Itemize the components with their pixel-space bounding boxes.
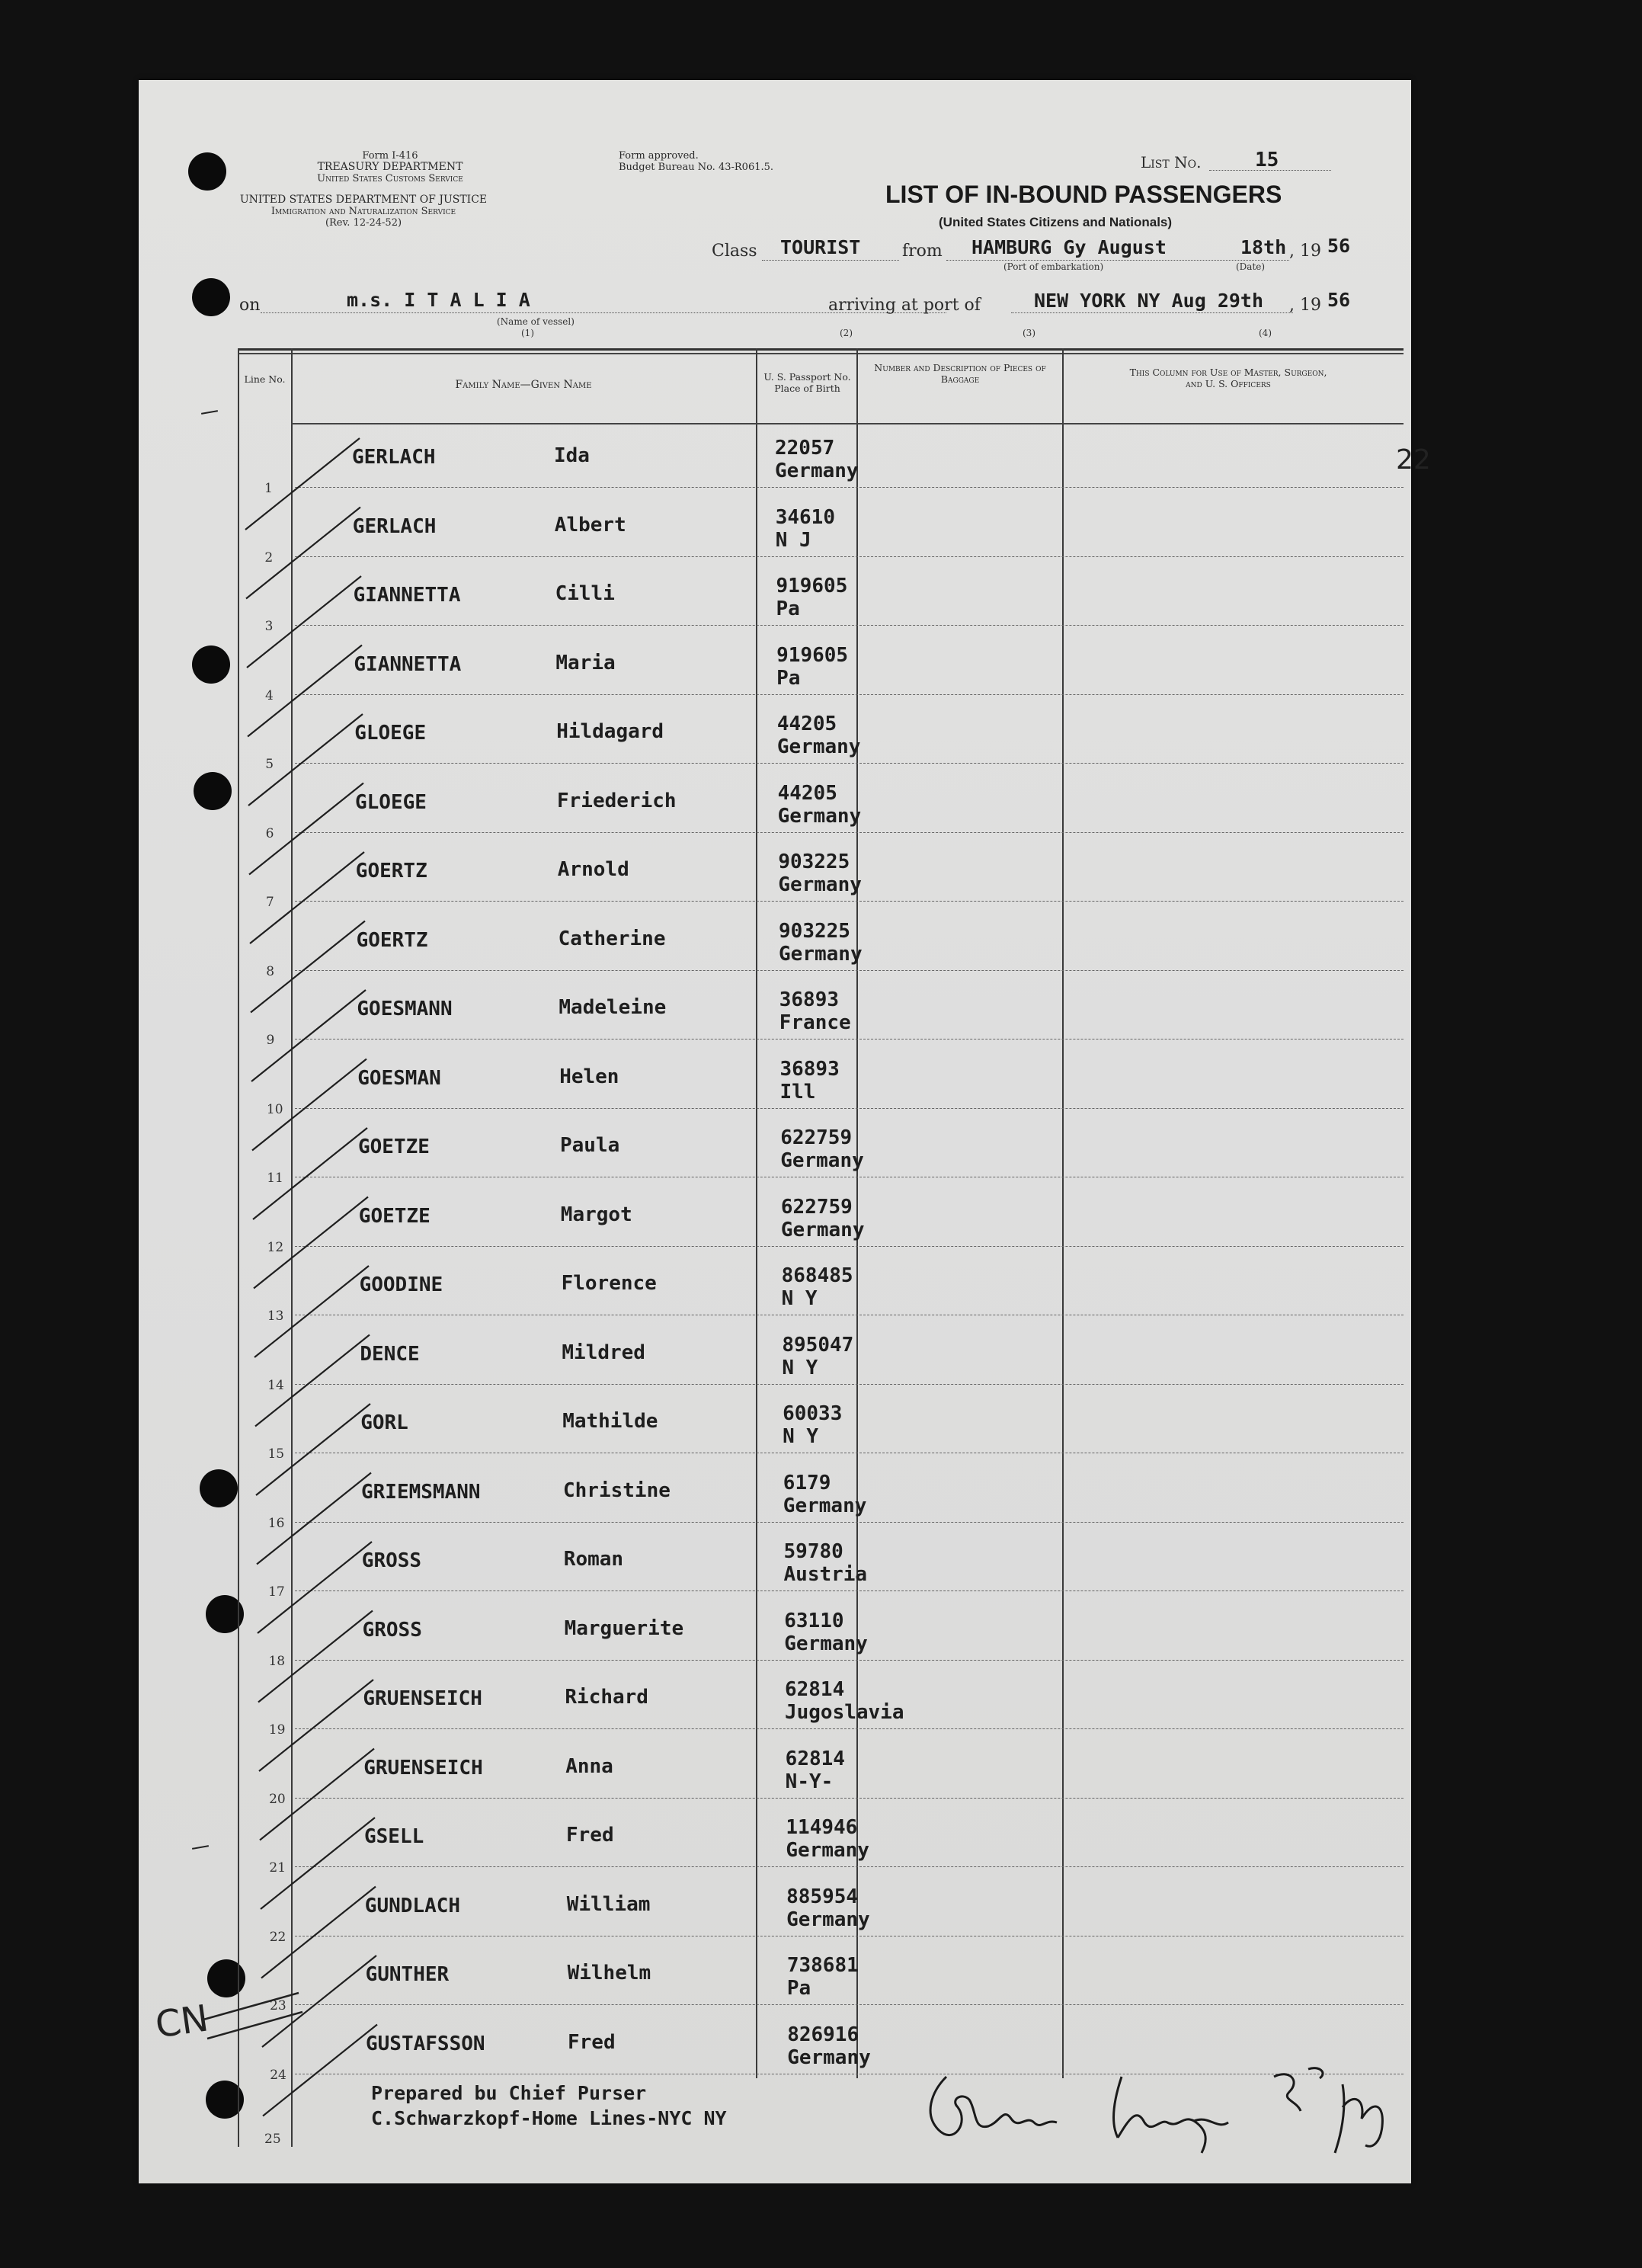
from-label: from (902, 242, 943, 261)
treasury-dept: TREASURY DEPARTMENT (317, 161, 463, 173)
line-number: 9 (266, 1033, 275, 1048)
line-number: 5 (265, 757, 274, 772)
place-of-birth: Pa (776, 666, 801, 690)
passport-number: 22057 (775, 437, 835, 460)
row-rule (295, 1728, 1404, 1729)
row-rule (295, 1590, 1404, 1591)
footer-prepared-by: Prepared bu Chief Purser (371, 2082, 647, 2104)
date-value: 18th (1240, 236, 1287, 258)
passport-number: 114946 (786, 1816, 858, 1839)
family-name: GROSS (361, 1549, 422, 1572)
check-mark (250, 852, 364, 943)
place-of-birth: Germany (776, 735, 861, 758)
row-rule (295, 2004, 1404, 2005)
family-name: GERLACH (352, 446, 436, 469)
row-rule (295, 970, 1404, 971)
family-name: GUSTAFSSON (366, 2032, 485, 2055)
given-name: Wilhelm (567, 1962, 651, 1984)
check-mark (248, 714, 363, 806)
arrival-year-prefix: , 19 (1289, 296, 1321, 315)
family-name: GUNTHER (365, 1963, 450, 1986)
family-name: GOESMAN (357, 1066, 441, 1090)
passport-number: 903225 (778, 850, 850, 873)
family-name: GERLACH (352, 514, 437, 538)
row-rule (295, 556, 1404, 557)
family-name: GRUENSEICH (363, 1687, 482, 1710)
place-of-birth: Pa (786, 1977, 811, 2000)
passport-number: 62814 (784, 1678, 845, 1701)
line-number: 8 (266, 963, 275, 979)
header-baggage: Number and Description of Pieces of Baggage (874, 362, 1046, 385)
check-mark (253, 1128, 367, 1219)
given-name: Margot (560, 1203, 632, 1226)
place-of-birth: N J (775, 528, 811, 552)
line-number: 21 (269, 1860, 286, 1876)
ins: Immigration and Naturalization Service (270, 206, 456, 217)
date-caption: (Date) (1236, 261, 1266, 272)
given-name: Mathilde (562, 1410, 658, 1433)
line-number: 10 (266, 1101, 283, 1117)
passport-number: 36893 (779, 988, 840, 1011)
passport-number: 895047 (782, 1333, 854, 1357)
year-value: 56 (1327, 235, 1351, 257)
header-name: Family Name—Given Name (455, 379, 592, 391)
row-rule (295, 832, 1404, 833)
family-name: GUNDLACH (364, 1894, 461, 1917)
family-name: GOODINE (359, 1273, 443, 1296)
family-name: GSELL (364, 1825, 424, 1848)
punch-hole (192, 278, 230, 316)
check-mark (251, 921, 365, 1013)
check-mark (257, 1473, 371, 1565)
col-num-3: (3) (1023, 328, 1035, 338)
class-label: Class (712, 242, 757, 261)
given-name: William (566, 1892, 651, 1916)
place-of-birth: Germany (775, 460, 859, 482)
margin-note: CN (152, 1997, 211, 2047)
officer-note: 22 (1396, 444, 1431, 476)
place-of-birth: Germany (786, 1908, 870, 1931)
row-rule (295, 1108, 1404, 1109)
footer-purser: C.Schwarzkopf-Home Lines-NYC NY (371, 2107, 727, 2129)
given-name: Ida (554, 444, 590, 467)
line-number: 17 (268, 1584, 285, 1600)
given-name: Marguerite (564, 1616, 684, 1640)
line-number: 24 (270, 2067, 286, 2083)
class-value: TOURIST (780, 236, 861, 258)
revision: (Rev. 12-24-52) (325, 217, 402, 229)
given-name: Christine (563, 1478, 671, 1502)
place-of-birth: Austria (783, 1563, 868, 1586)
header-passport: U. S. Passport No. Place of Birth (763, 371, 851, 394)
line-number: 3 (264, 619, 274, 634)
vessel-value: m.s. I T A L I A (347, 289, 530, 311)
passport-number: 63110 (784, 1609, 844, 1632)
line-number-25: 25 (264, 2132, 281, 2147)
family-name: GOERTZ (355, 860, 427, 883)
line-number: 11 (267, 1171, 283, 1186)
passport-number: 903225 (779, 919, 850, 943)
passport-number: 44205 (776, 713, 837, 735)
given-name: Catherine (558, 927, 666, 950)
check-mark (259, 1680, 373, 1771)
row-rule (295, 1866, 1404, 1867)
place-of-birth: Germany (779, 942, 863, 966)
row-rule (295, 1522, 1404, 1523)
family-name: GORL (360, 1411, 408, 1434)
row-rule (295, 487, 1404, 488)
check-mark (245, 438, 360, 530)
form-approved: Form approved. (619, 150, 699, 162)
passport-number: 36893 (779, 1057, 840, 1081)
line-number: 23 (270, 1998, 286, 2013)
given-name: Maria (555, 651, 616, 674)
list-no-label: List No. (1141, 153, 1202, 171)
place-of-birth: Germany (786, 1839, 869, 1862)
passport-number: 622759 (780, 1195, 853, 1219)
line-number: 16 (267, 1515, 285, 1531)
justice-dept: UNITED STATES DEPARTMENT OF JUSTICE (239, 194, 488, 206)
passport-number: 60033 (783, 1402, 843, 1425)
check-mark (252, 1059, 366, 1151)
place-of-birth: Germany (783, 1494, 867, 1517)
place-of-birth: N Y (783, 1425, 819, 1448)
justice-block (238, 194, 489, 229)
check-mark (246, 508, 360, 599)
given-name: Fred (566, 1824, 614, 1847)
row-rule (295, 625, 1404, 626)
given-name: Mildred (562, 1341, 645, 1364)
given-name: Madeleine (559, 996, 667, 1019)
place-of-birth: N Y (781, 1287, 818, 1310)
passport-number: 868485 (781, 1264, 853, 1287)
col-num-4: (4) (1259, 328, 1272, 338)
given-name: Cilli (555, 582, 615, 605)
row-rule (295, 1660, 1404, 1661)
place-of-birth: Jugoslavia (784, 1701, 904, 1724)
row-rule (295, 763, 1404, 764)
port-caption: (Port of embarkation) (1003, 261, 1104, 272)
arrival-year-value: 56 (1327, 289, 1351, 311)
given-name: Albert (554, 513, 626, 537)
check-mark (254, 1197, 368, 1289)
given-name: Anna (565, 1754, 613, 1778)
check-mark (258, 1542, 372, 1633)
vessel-caption: (Name of vessel) (497, 316, 575, 327)
passport-number: 62814 (785, 1747, 845, 1770)
from-value: HAMBURG Gy August (971, 236, 1167, 258)
given-name: Fred (568, 2030, 616, 2054)
row-rule (295, 1798, 1404, 1799)
place-of-birth: France (779, 1011, 851, 1034)
row-rule (295, 1246, 1404, 1247)
check-mark (248, 645, 362, 737)
place-of-birth: Germany (787, 2045, 871, 2069)
family-name: GIANNETTA (353, 584, 461, 607)
page-title: LIST OF IN-BOUND PASSENGERS (885, 181, 1282, 208)
place-of-birth: Germany (777, 804, 862, 828)
family-name: GIANNETTA (354, 652, 462, 676)
place-of-birth: Germany (784, 1632, 868, 1655)
line-number: 12 (267, 1239, 284, 1255)
line-number: 22 (269, 1929, 286, 1945)
given-name: Paula (560, 1134, 620, 1157)
check-mark (261, 1887, 376, 1978)
given-name: Friederich (557, 789, 677, 812)
family-name: GLOEGE (354, 722, 427, 745)
row-rule (295, 1384, 1404, 1385)
form-number: Form I-416 (362, 150, 418, 162)
family-name: GRUENSEICH (363, 1756, 483, 1779)
handwritten-signature (916, 2046, 1404, 2161)
line-number: 4 (264, 687, 274, 703)
check-mark (261, 1818, 375, 1909)
passport-number: 738681 (786, 1954, 859, 1977)
family-name: GRIEMSMANN (361, 1480, 481, 1504)
header-officers: This Column for Use of Master, Surgeon, and U. S. Officers (1129, 367, 1327, 389)
family-name: GOESMANN (357, 998, 453, 1020)
family-name: GOETZE (358, 1136, 430, 1158)
check-mark (249, 783, 363, 875)
on-label: on (239, 296, 261, 315)
place-of-birth: N Y (782, 1356, 818, 1379)
check-mark (256, 1404, 370, 1495)
passport-number: 919605 (776, 575, 848, 597)
place-of-birth: Germany (778, 873, 862, 896)
line-number: 2 (264, 549, 274, 565)
passport-number: 622759 (780, 1126, 853, 1149)
line-number: 13 (267, 1309, 284, 1324)
line-number: 19 (268, 1722, 286, 1738)
family-name: GOETZE (358, 1204, 431, 1228)
place-of-birth: Germany (780, 1218, 865, 1241)
given-name: Florence (561, 1272, 657, 1295)
passport-number: 44205 (777, 781, 837, 805)
arriving-label: arriving at port of (828, 296, 981, 315)
check-marks (200, 423, 398, 2176)
arrival-value: NEW YORK NY Aug 29th (1034, 290, 1264, 312)
family-name: GLOEGE (355, 790, 427, 814)
punch-hole (188, 152, 226, 191)
passport-number: 826916 (787, 2023, 859, 2046)
line-number: 20 (269, 1791, 286, 1807)
line-number: 18 (268, 1653, 286, 1669)
place-of-birth: N-Y- (785, 1770, 834, 1793)
family-name: GOERTZ (356, 928, 428, 952)
place-of-birth: Pa (776, 597, 800, 620)
year-prefix: , 19 (1289, 242, 1321, 261)
family-name: DENCE (360, 1342, 420, 1366)
line-number: 7 (265, 895, 274, 910)
line-number: 6 (265, 825, 274, 841)
row-rule (295, 694, 1404, 695)
check-mark (247, 576, 361, 668)
approval-block (619, 150, 817, 173)
line-number: 1 (264, 481, 273, 496)
given-name: Arnold (557, 858, 629, 881)
col-num-2: (2) (840, 328, 853, 338)
passenger-manifest-page (139, 80, 1431, 2183)
page-subtitle: (United States Citizens and Nationals) (939, 215, 1173, 229)
check-mark (258, 1611, 373, 1703)
check-mark (260, 1749, 374, 1840)
form-agency-block (306, 150, 474, 184)
check-mark (254, 1266, 369, 1357)
passport-number: 6179 (783, 1471, 831, 1494)
place-of-birth: Germany (780, 1149, 864, 1172)
customs-service: United States Customs Service (317, 173, 463, 184)
row-rule (295, 1039, 1404, 1040)
list-no-value: 15 (1255, 149, 1279, 171)
budget-bureau: Budget Bureau No. 43-R061.5. (619, 162, 774, 173)
passport-number: 885954 (786, 1885, 859, 1908)
row-rule (295, 901, 1404, 902)
check-mark (263, 2025, 377, 2116)
place-of-birth: Ill (779, 1080, 816, 1104)
given-name: Richard (565, 1686, 648, 1709)
line-number: 15 (267, 1446, 285, 1462)
given-name: Roman (563, 1548, 624, 1571)
passport-number: 59780 (783, 1540, 843, 1563)
passport-number: 919605 (776, 643, 849, 667)
check-mark (262, 1956, 376, 2047)
given-name: Hildagard (556, 720, 664, 743)
header-line-no: Line No. (244, 373, 286, 385)
family-name: GROSS (362, 1618, 422, 1642)
line-number: 14 (267, 1377, 284, 1393)
check-mark (251, 990, 366, 1081)
check-mark (255, 1335, 370, 1427)
given-name: Helen (559, 1065, 619, 1088)
col-num-1: (1) (521, 328, 534, 338)
passport-number: 34610 (775, 505, 835, 529)
